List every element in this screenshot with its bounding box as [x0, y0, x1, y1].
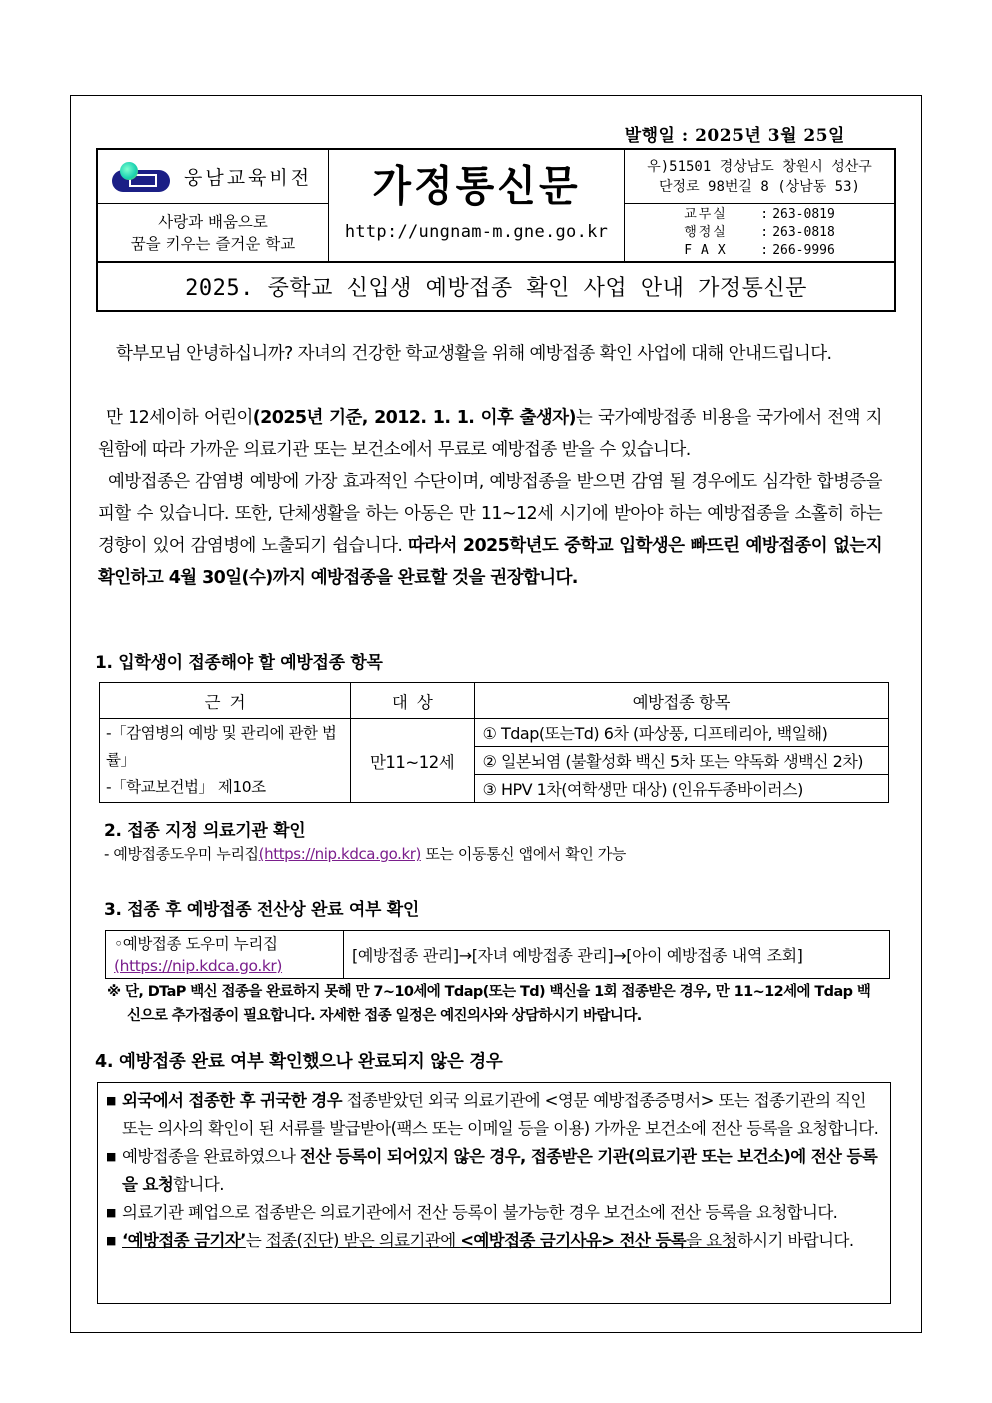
incomplete-cases-box — [97, 1082, 891, 1304]
newsletter-header — [96, 148, 896, 312]
section-4-heading: 4. 예방접종 완료 여부 확인했으나 완료되지 않은 경우 — [95, 1052, 503, 1072]
school-website-link[interactable]: http://ungnam-m.gne.go.kr — [344, 222, 609, 242]
list-item: ■ 외국에서 접종한 후 귀국한 경우 접종받았던 외국 의료기관에 <영문 예방접종증명서> 또는 접종기관의 직인 또는 의사의 확인이 된 서류를 발급받아(팩스 또는 이메일 등을 이용) 가까운 보건소에 전산 등록을 요청합니다. — [106, 1087, 882, 1143]
square-bullet-icon: ■ — [106, 1094, 116, 1107]
vaccine-item-je: ② 일본뇌염 (불활성화 백신 5차 또는 약독화 생백신 2차) — [474, 747, 888, 775]
list-item: ■ ‘예방접종 금기자’는 접종(진단) 받은 의료기관에 <예방접종 금기사유> 전산 등록을 요청하시기 바랍니다. — [106, 1227, 882, 1255]
slogan-line-1: 사랑과 배움으로 — [158, 212, 268, 231]
column-header-basis: 근 거 — [100, 683, 351, 719]
table-header-row — [100, 683, 889, 719]
intro-paragraph-1: 학부모님 안녕하십니까? 자녀의 건강한 학교생활을 위해 예방접종 확인 사업에 대해 안내드립니다. — [116, 344, 832, 364]
square-bullet-icon: ■ — [106, 1206, 116, 1219]
address-line-1: 우)51501 경상남도 창원시 성산구 — [647, 158, 872, 175]
document-title: 2025. 중학교 신입생 예방접종 확인 사업 안내 가정통신문 — [98, 261, 894, 310]
title-cell — [329, 150, 625, 261]
table-row — [100, 719, 889, 747]
vision-cell — [98, 150, 329, 204]
vaccine-item-hpv: ③ HPV 1차(여학생만 대상) (인유두종바이러스) — [474, 775, 888, 803]
menu-path-cell: [예방접종 관리]→[자녀 예방접종 관리]→[아이 예방접종 내역 조회] — [344, 931, 890, 979]
school-logo-icon — [112, 162, 172, 192]
slogan-cell — [98, 204, 329, 261]
address-line-2: 단정로 98번길 8 (상남동 53) — [659, 178, 860, 195]
target-cell: 만11~12세 — [350, 719, 474, 803]
section-3-heading: 3. 접종 후 예방접종 전산상 완료 여부 확인 — [104, 900, 419, 920]
issue-date: 발행일 : 2025년 3월 25일 — [624, 126, 845, 146]
column-header-items: 예방접종 항목 — [474, 683, 888, 719]
list-item: ■ 예방접종을 완료하였으나 전산 등록이 되어있지 않은 경우, 접종받은 기관(의료기관 또는 보건소)에 전산 등록을 요청합니다. — [106, 1143, 882, 1199]
nip-link-2[interactable]: (https://nip.kdca.go.kr) — [114, 956, 283, 975]
nip-link[interactable]: (https://nip.kdca.go.kr) — [258, 845, 421, 863]
section-2-line: - 예방접종도우미 누리집(https://nip.kdca.go.kr) 또는 이동통신 앱에서 확인 가능 — [104, 845, 626, 863]
square-bullet-icon: ■ — [106, 1234, 116, 1247]
phone-row-admin: 행정실 : 263-0818 — [684, 224, 835, 240]
site-cell: ◦예방접종 도우미 누리집 (https://nip.kdca.go.kr) — [106, 931, 344, 979]
contact-cell — [625, 204, 894, 261]
vaccine-item-tdap: ① Tdap(또는Td) 6차 (파상풍, 디프테리아, 백일해) — [474, 719, 888, 747]
records-check-table — [105, 930, 890, 979]
slogan-line-2: 꿈을 키우는 즐거운 학교 — [130, 234, 296, 253]
phone-row-office: 교무실 : 263-0819 — [684, 206, 835, 222]
column-header-target: 대 상 — [350, 683, 474, 719]
intro-paragraph-2: 만 12세이하 어린이(2025년 기준, 2012. 1. 1. 이후 출생자)는 국가예방접종 비용을 국가에서 전액 지원함에 따라 가까운 의료기관 또는 보건소에서 무료로 예방접종 받을 수 있습니다. — [98, 408, 882, 460]
square-bullet-icon: ■ — [106, 1150, 116, 1163]
phone-row-fax: FAX : 266-9996 — [684, 242, 835, 258]
vision-label: 웅남교육비전 — [184, 167, 313, 189]
address-cell — [625, 150, 894, 204]
table-row — [106, 931, 890, 979]
section-2-heading: 2. 접종 지정 의료기관 확인 — [104, 821, 306, 841]
basis-cell: -「감염병의 예방 및 관리에 관한 법률」 -「학교보건법」 제10조 — [100, 719, 351, 803]
dtap-note: ※ 단, DTaP 백신 접종을 완료하지 못해 만 7~10세에 Tdap(또는 Td) 백신을 1회 접종받은 경우, 만 11~12세에 Tdap 백 신으로 추가접종이 필요합니다. 자세한 접종 일정은 예진의사와 상담하시기 바랍니다. — [107, 984, 871, 1024]
vaccination-items-table — [99, 682, 889, 803]
section-1-heading: 1. 입학생이 접종해야 할 예방접종 항목 — [95, 653, 383, 673]
intro-paragraph-3: 예방접종은 감염병 예방에 가장 효과적인 수단이며, 예방접종을 받으면 감염 될 경우에도 심각한 합병증을 피할 수 있습니다. 또한, 단체생활을 하는 아동은 만 11~12세 시기에 받아야 하는 예방접종을 소홀히 하는 경향이 있어 감염병에 노출되기 쉽습니다. 따라서 2025학년도 중학교 입학생은 빠뜨린 예방접종이 없는지 확인하고 4월 30일(수)까지 예방접종을 완료할 것을 권장합니다. — [98, 472, 882, 588]
list-item: ■ 의료기관 폐업으로 접종받은 의료기관에서 전산 등록이 불가능한 경우 보건소에 전산 등록을 요청합니다. — [106, 1199, 882, 1227]
newsletter-title: 가정통신문 — [372, 162, 581, 212]
